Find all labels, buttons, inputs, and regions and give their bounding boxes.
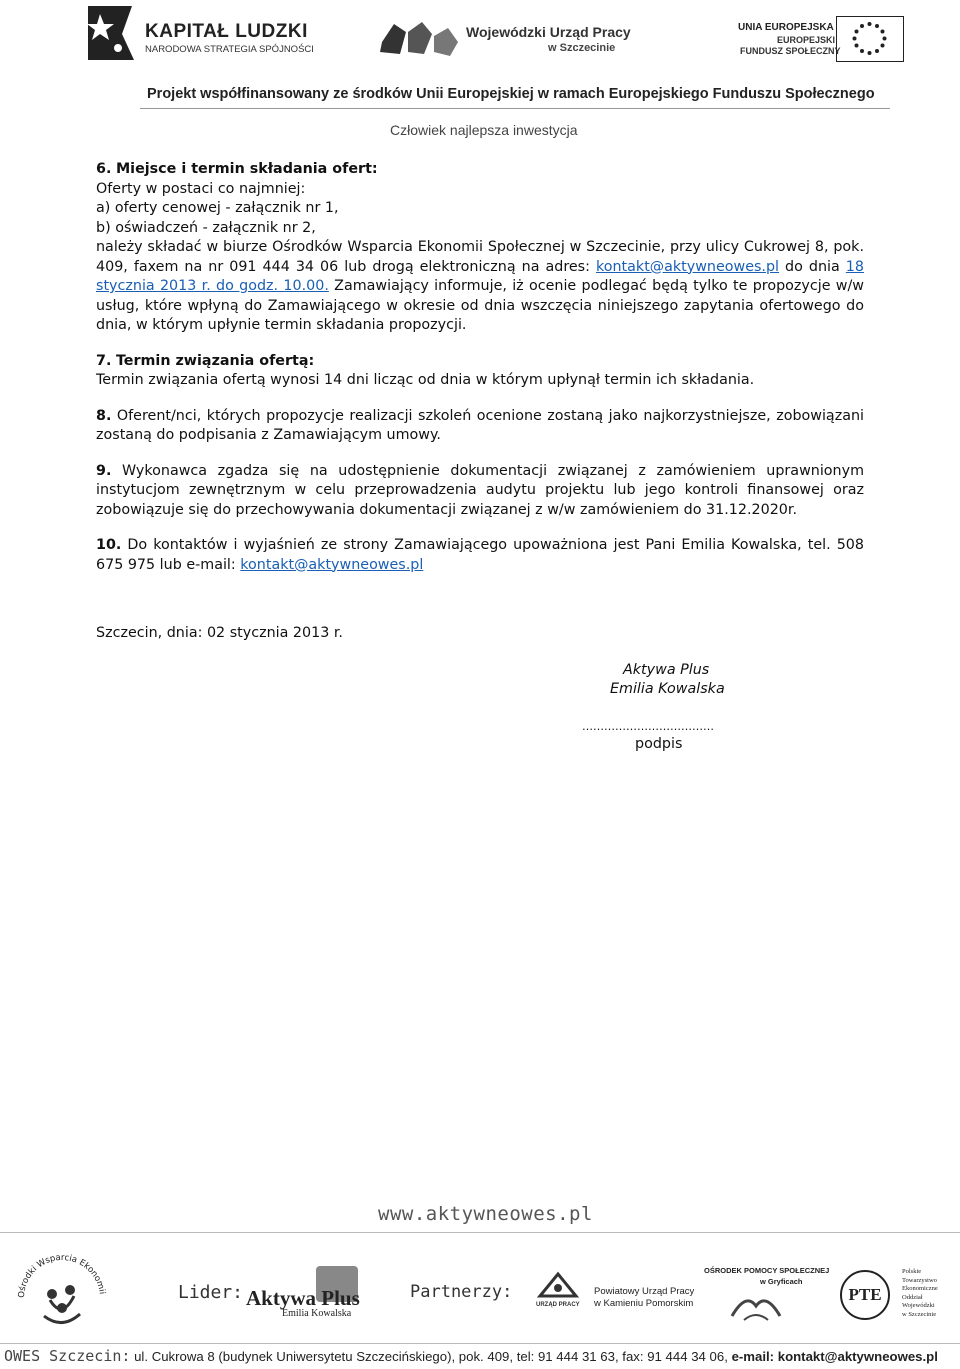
footer-top-line [0,1232,960,1233]
section-10-text: Do kontaktów i wyjaśnień ze strony Zamawiającego upoważniona jest Pani Emilia Kowalska, tel. 508 675 975 lub e-mail: [96,537,864,573]
lider-name: Aktywa Plus [246,1286,360,1310]
pte-line: w Szczecinie [902,1310,937,1318]
section-10 [96,536,864,575]
signature-org: Aktywa Plus [623,662,710,678]
document-body [96,160,864,575]
pte-line: Towarzystwo [902,1276,937,1284]
section-title: Termin związania ofertą: [115,352,315,369]
pte-line: Wojewódzki [902,1302,935,1309]
kapital-ludzki-subtitle: NARODOWA STRATEGIA SPÓJNOŚCI [145,44,314,55]
pte-logo [840,1270,890,1320]
ops-hands-icon [726,1286,786,1326]
section-7-text: Termin związania ofertą wynosi 14 dni licząc od dnia w którym upłynął termin ich składania. [96,372,755,388]
section-9-text: Wykonawca zgadza się na udostępnienie dokumentacji związanej z zamówieniem uprawnionym instytucjom zewnętrznym w celu przeprowadzenia audytu projektu lub jego kontroli finansowej oraz zobowiązuje się do przechowywania dokumentacji związanej z w/w zamówieniem do 31.12.2020r. [96,462,864,518]
kapital-ludzki-title: KAPITAŁ LUDZKI [145,21,308,42]
header-divider [140,108,890,109]
wup-subtitle: w Szczecinie [548,42,616,54]
section-number: 8. [96,407,112,424]
section-6-line-2: a) oferty cenowej - załącznik nr 1, [96,200,339,216]
section-9 [96,462,864,521]
section-6-heading [96,160,864,180]
ops-city: w Gryficach [760,1277,803,1286]
owes-circle-text: Ośrodki Wsparcia Ekonomii [16,1252,107,1299]
footer-bottom-line [0,1343,960,1344]
pte-logo-text: PTE [848,1285,882,1304]
section-number: 6. [96,161,112,177]
pte-line: Polskie [902,1268,922,1275]
pup-logo [530,1270,700,1318]
eu-title: UNIA EUROPEJSKA [738,22,834,33]
eu-subtitle-2: FUNDUSZ SPOŁECZNY [740,46,841,56]
pup-name: Powiatowy Urząd Pracy [594,1286,695,1297]
place-date: Szczecin, dnia: 02 stycznia 2013 r. [96,625,343,641]
section-6-line-1: Oferty w postaci co najmniej: [96,180,306,197]
owes-circle-logo [10,1250,114,1336]
project-cofinancing-line: Projekt współfinansowany ze środków Unii Europejskiej w ramach Europejskiego Funduszu Społecznego [147,86,875,102]
eu-subtitle-1: EUROPEJSKI [777,35,836,45]
pte-line: Ekonomiczne [902,1285,938,1292]
section-8 [96,407,864,446]
footer-email[interactable]: e-mail: kontakt@aktywneowes.pl [731,1349,938,1364]
section-8-text: Oferent/nci, których propozycje realizacji szkoleń ocenione zostaną jako najkorzystniejsze, zobowiązani zostaną do podpisania z Zamawiającym umowy. [96,407,864,443]
aktywa-plus-logo [246,1266,366,1322]
lider-label: Lider: [178,1282,244,1303]
wup-logo-icon [378,18,460,58]
footer-brand: OWES Szczecin: [4,1347,131,1365]
email-link[interactable]: kontakt@aktywneowes.pl [595,258,780,275]
signature-label: podpis [635,736,683,752]
footer-website: www.aktywneowes.pl [378,1203,593,1225]
ops-name: OŚRODEK POMOCY SPOŁECZNEJ [704,1266,830,1275]
section-6-text-b: do dnia [779,258,846,275]
pte-line: Oddział [902,1293,923,1301]
section-6-line-3: b) oświadczeń - załącznik nr 2, [96,219,316,236]
section-number: 7. [96,352,112,369]
email-link[interactable]: kontakt@aktywneowes.pl [240,556,424,573]
signature-name: Emilia Kowalska [610,681,725,697]
lider-person: Emilia Kowalska [282,1308,352,1319]
section-number: 10. [96,537,122,553]
wup-title: Wojewódzki Urząd Pracy [466,24,631,40]
pup-emblem-icon [536,1270,580,1300]
signature-dots: ……………………………… [582,720,714,733]
section-number: 9. [96,462,112,479]
pte-text [902,1268,938,1319]
deadline-text: 18 stycznia 2013 r. do godz. 10.00. [96,258,864,294]
section-6-paragraph [96,238,864,336]
eu-flag-icon [836,16,904,62]
section-6-text-c: Zamawiający informuje, iż ocenie podlegać będą tylko te propozycje w/w usług, które wpłyną do Zamawiającego w okresie od dnia wszczęcia niniejszego zapytania ofertowego do dnia, w którym upłynie termin składania propozycji. [96,278,864,333]
footer-address-text: ul. Cukrowa 8 (budynek Uniwersytetu Szczecińskiego), pok. 409, tel: 91 444 31 63, fax: 91 444 34 06, [130,1349,732,1364]
section-7-heading [96,352,864,372]
section-6-text-a: należy składać w biurze Ośrodków Wsparcia Ekonomii Społecznej w Szczecinie, przy ulicy Cukrowej 8, pok. 409, faxem na nr 091 444 34 06 lub drogą elektroniczną na adres: [96,239,864,275]
svg-text:Ośrodki Wsparcia Ekonomii Społ [10,1250,107,1298]
pup-city: w Kamieniu Pomorskim [594,1298,694,1309]
partners-label: Partnerzy: [410,1282,513,1302]
pup-abbr: URZĄD PRACY [536,1302,580,1308]
section-title: Miejsce i termin składania ofert: [115,161,378,177]
footer-address [4,1347,938,1365]
kapital-ludzki-logo [82,4,142,62]
motto: Człowiek najlepsza inwestycja [390,122,578,138]
